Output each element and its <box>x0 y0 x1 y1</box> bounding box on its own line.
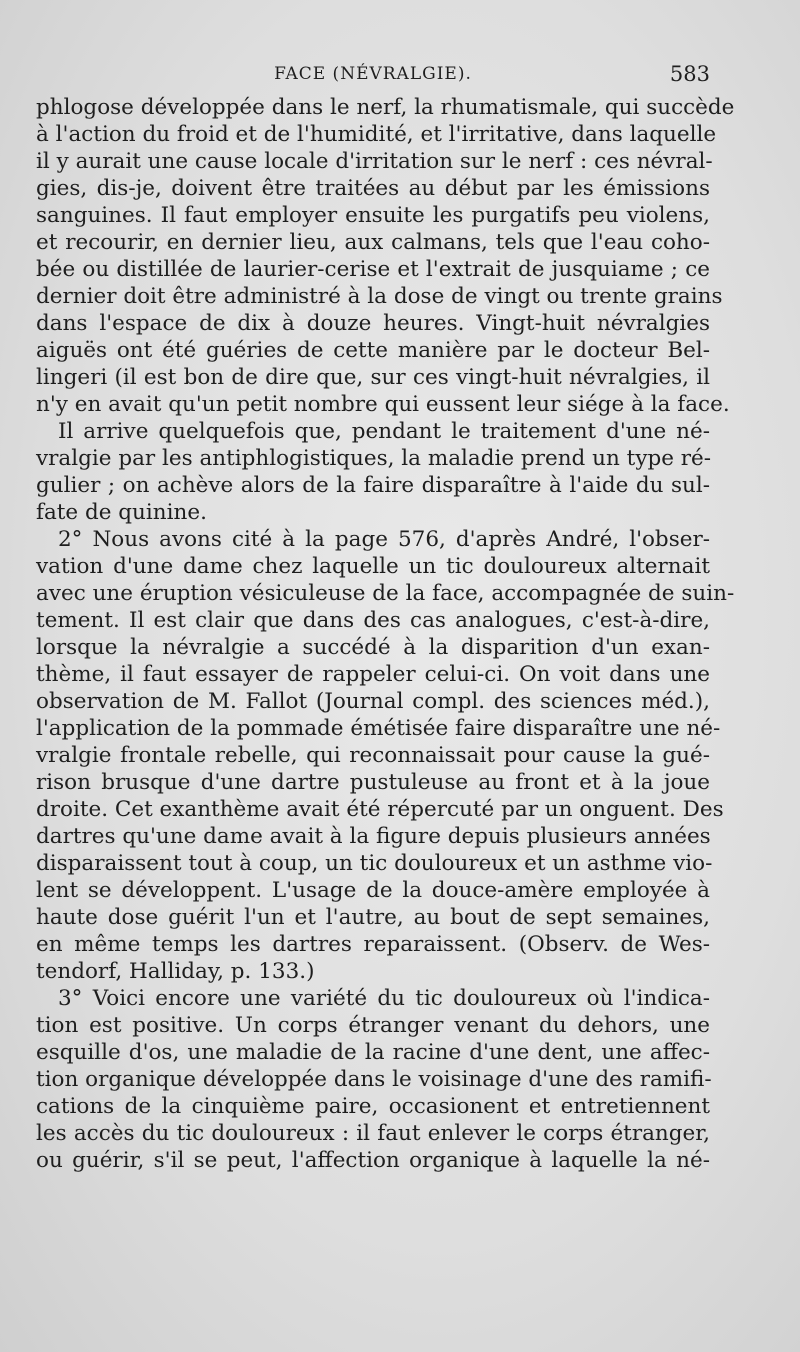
text-line: fate de quinine. <box>36 500 207 525</box>
text-line: les accès du tic douloureux : il faut enlever le corps étranger, <box>36 1121 710 1146</box>
text-line: droite. Cet exanthème avait été répercuté par un onguent. Des <box>36 797 724 822</box>
text-line: dartres qu'une dame avait à la figure depuis plusieurs années <box>36 824 711 849</box>
text-line: vralgie frontale rebelle, qui reconnaissait pour cause la gué- <box>36 743 710 768</box>
text-line: tion est positive. Un corps étranger venant du dehors, une <box>36 1013 710 1038</box>
body-text <box>36 94 735 1174</box>
text-line: lorsque la névralgie a succédé à la disparition d'un exan- <box>36 635 710 660</box>
text-line: à l'action du froid et de l'humidité, et l'irritative, dans laquelle <box>36 122 717 147</box>
text-line: vation d'une dame chez laquelle un tic douloureux alternait <box>36 554 710 579</box>
text-line: gulier ; on achève alors de la faire disparaître à l'aide du sul- <box>36 473 710 498</box>
text-line: bée ou distillée de laurier-cerise et l'extrait de jusquiame ; ce <box>36 257 710 282</box>
text-line: haute dose guérit l'un et l'autre, au bout de sept semaines, <box>36 905 710 930</box>
text-line: aiguës ont été guéries de cette manière par le docteur Bel- <box>36 338 710 363</box>
text-line: 3° Voici encore une variété du tic douloureux où l'indica- <box>58 986 710 1011</box>
page-number: 583 <box>669 62 710 86</box>
text-line: dernier doit être administré à la dose de vingt ou trente grains <box>36 284 723 309</box>
text-line: gies, dis-je, doivent être traitées au début par les émissions <box>36 176 710 201</box>
text-line: phlogose développée dans le nerf, la rhumatismale, qui succède <box>36 95 735 120</box>
text-line: esquille d'os, une maladie de la racine d'une dent, une affec- <box>36 1040 710 1065</box>
text-line: disparaissent tout à coup, un tic douloureux et un asthme vio- <box>36 851 713 876</box>
text-line: observation de M. Fallot (Journal compl. des sciences méd.), <box>36 689 710 714</box>
text-line: lent se développent. L'usage de la douce-amère employée à <box>36 878 710 903</box>
text-line: et recourir, en dernier lieu, aux calmans, tels que l'eau coho- <box>36 230 710 255</box>
text-line: thème, il faut essayer de rappeler celui-ci. On voit dans une <box>36 662 710 687</box>
text-line: l'application de la pommade émétisée faire disparaître une né- <box>36 716 721 741</box>
text-line: tion organique développée dans le voisinage d'une des ramifi- <box>36 1067 712 1092</box>
page-header <box>36 62 710 92</box>
text-line: rison brusque d'une dartre pustuleuse au front et à la joue <box>36 770 710 795</box>
text-line: en même temps les dartres reparaissent. (Observ. de Wes- <box>36 932 710 957</box>
text-line: tendorf, Halliday, p. 133.) <box>36 959 315 984</box>
text-line: lingeri (il est bon de dire que, sur ces vingt-huit névralgies, il <box>36 365 710 390</box>
text-line: 2° Nous avons cité à la page 576, d'après André, l'obser- <box>58 527 710 552</box>
text-line: vralgie par les antiphlogistiques, la maladie prend un type ré- <box>36 446 712 471</box>
text-line: Il arrive quelquefois que, pendant le traitement d'une né- <box>58 419 710 444</box>
text-line: dans l'espace de dix à douze heures. Vingt-huit névralgies <box>36 311 710 336</box>
text-line: sanguines. Il faut employer ensuite les purgatifs peu violens, <box>36 203 710 228</box>
text-line: avec une éruption vésiculeuse de la face, accompagnée de suin- <box>36 581 735 606</box>
text-line: cations de la cinquième paire, occasionent et entretiennent <box>36 1094 710 1119</box>
text-line: ou guérir, s'il se peut, l'affection organique à laquelle la né- <box>36 1148 710 1173</box>
running-head: FACE (NÉVRALGIE). <box>274 64 472 84</box>
text-line: tement. Il est clair que dans des cas analogues, c'est-à-dire, <box>36 608 710 633</box>
text-line: n'y en avait qu'un petit nombre qui eussent leur siége à la face. <box>36 392 730 417</box>
text-line: il y aurait une cause locale d'irritation sur le nerf : ces névral- <box>36 149 713 174</box>
